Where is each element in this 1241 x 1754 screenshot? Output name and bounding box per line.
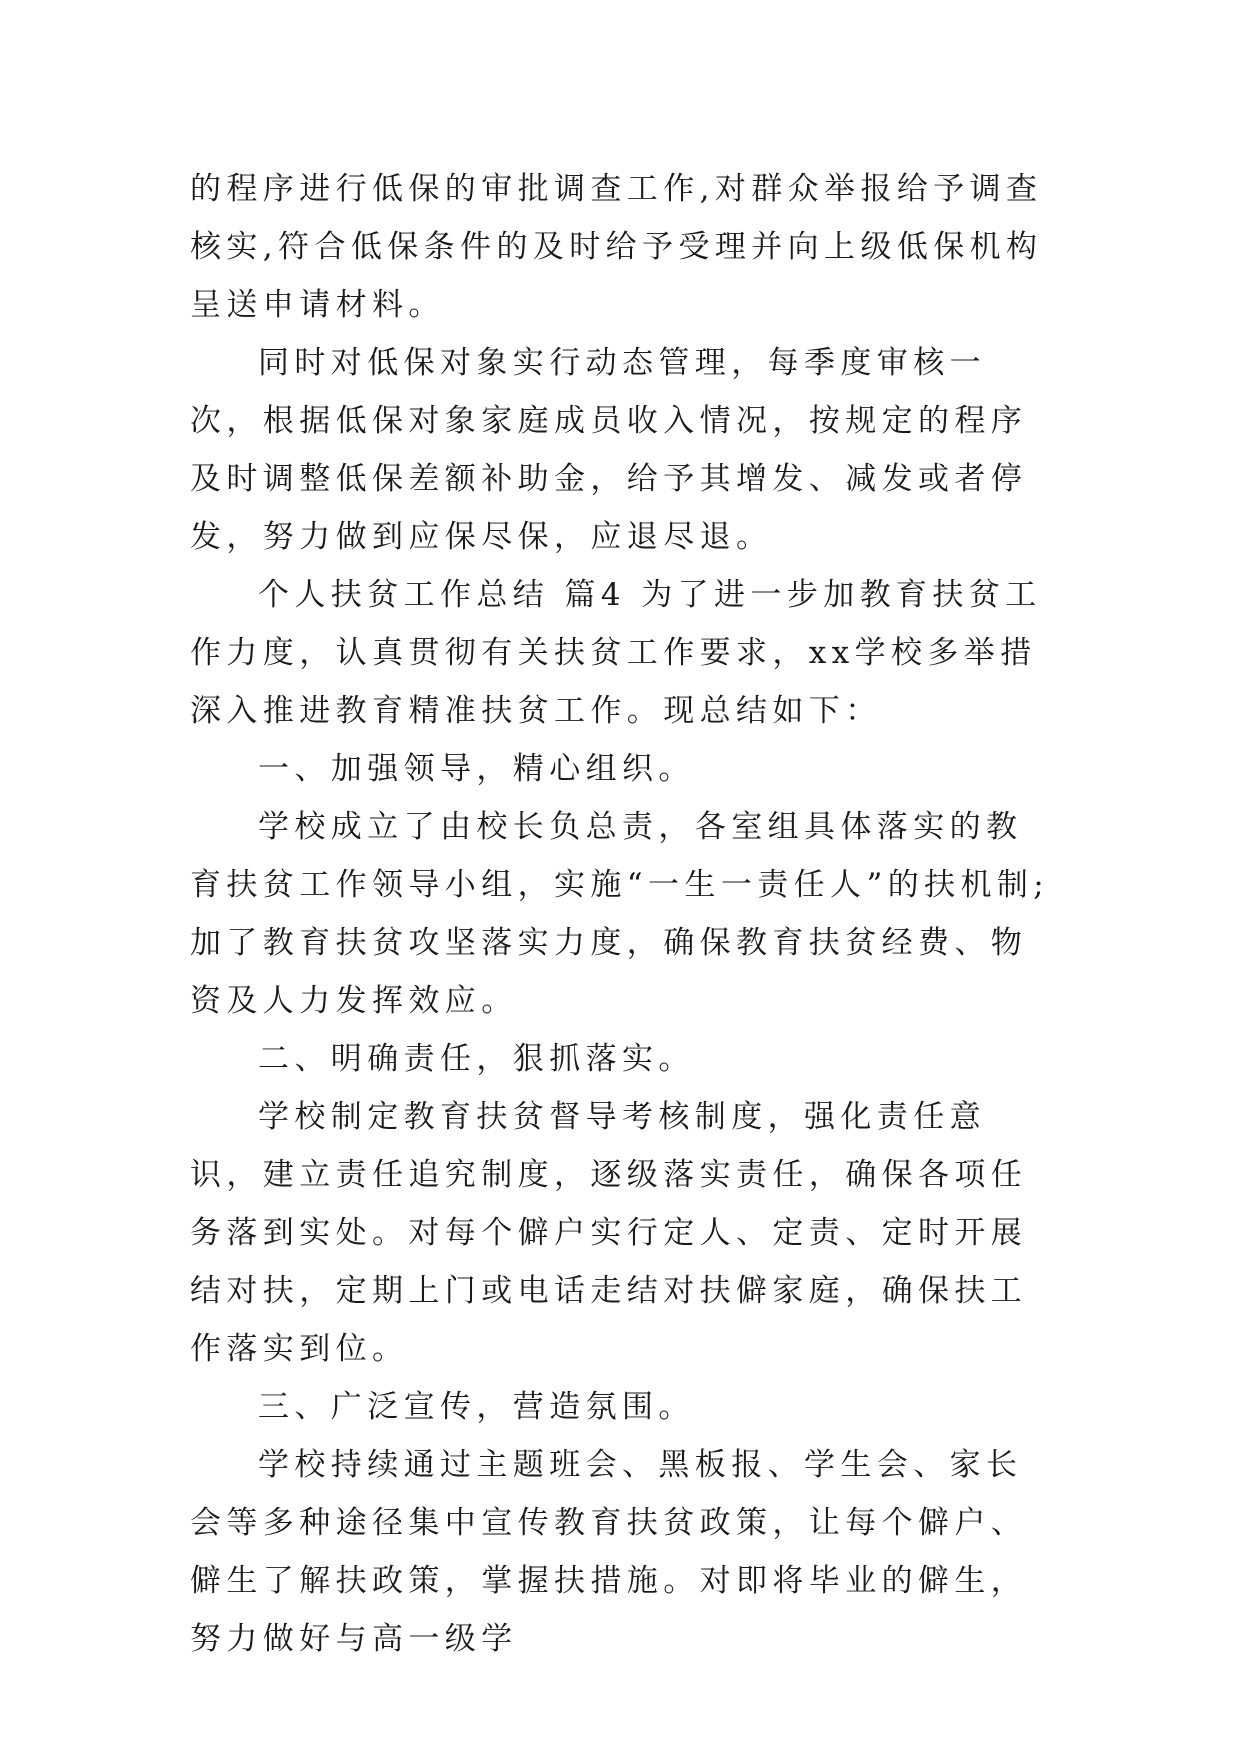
paragraph-leadership: 学校成立了由校长负总责，各室组具体落实的教育扶贫工作领导小组，实施“一生一责任人”的扶机制;加了教育扶贫攻坚落实力度，确保教育扶贫经费、物资及人力发挥效应。: [190, 809, 1050, 1019]
paragraph-summary-intro: 个人扶贫工作总结 篇4 为了进一步加教育扶贫工作力度，认真贯彻有关扶贫工作要求，xx学校多举措深入推进教育精准扶贫工作。现总结如下：: [190, 577, 1042, 729]
section-heading-publicity: 三、广泛宣传，营造氛围。: [258, 1389, 695, 1425]
document-body: [190, 160, 1052, 1668]
section-heading-responsibility: 二、明确责任，狠抓落实。: [258, 1041, 695, 1077]
paragraph-dynamic-management: 同时对低保对象实行动态管理，每季度审核一次，根据低保对象家庭成员收入情况，按规定的程序及时调整低保差额补助金，给予其增发、减发或者停发，努力做到应保尽保，应退尽退。: [190, 345, 1028, 555]
paragraph-publicity: 学校持续通过主题班会、黑板报、学生会、家长会等多种途径集中宣传教育扶贫政策，让每个僻户、僻生了解扶政策，掌握扶措施。对即将毕业的僻生，努力做好与高一级学: [190, 1447, 1028, 1657]
paragraph-low-income-approval: 的程序进行低保的审批调查工作,对群众举报给予调查核实,符合低保条件的及时给予受理并向上级低保机构呈送申请材料。: [190, 171, 1043, 323]
paragraph-responsibility: 学校制定教育扶贫督导考核制度，强化责任意识，建立责任追究制度，逐级落实责任，确保各项任务落到实处。对每个僻户实行定人、定责、定时开展结对扶，定期上门或电话走结对扶僻家庭，确保扶工作落实到位。: [190, 1099, 1028, 1367]
section-heading-leadership: 一、加强领导，精心组织。: [258, 751, 695, 787]
